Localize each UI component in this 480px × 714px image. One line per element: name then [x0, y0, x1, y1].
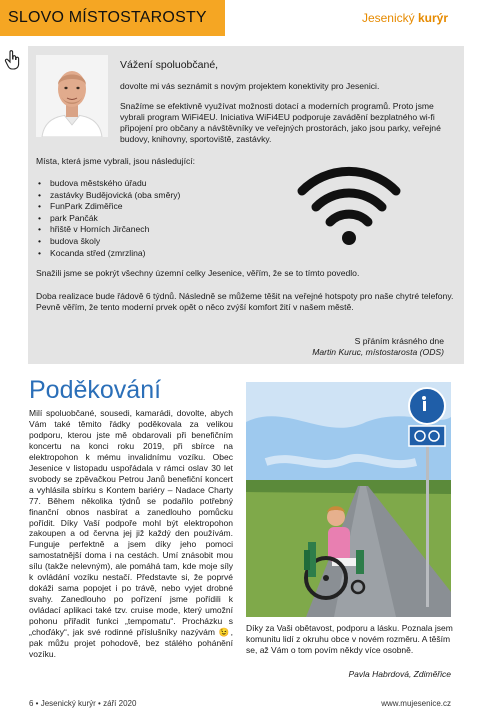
masthead-light: Jesenický	[361, 11, 418, 25]
hand-pointer-icon	[4, 50, 22, 70]
letter-paragraph-2: Snažili jsme se pokrýt všechny územní celky Jesenice, věřím, že se to tímto povedlo.	[36, 268, 360, 278]
wifi-icon	[296, 163, 402, 247]
footer-issue: 6 • Jesenický kurýr • září 2020	[29, 699, 137, 708]
portrait-image	[36, 55, 108, 137]
letter-paragraph-3: Doba realizace bude řádově 6 týdnů. Následně se můžeme těšit na veřejné hotspoty pro naše chytré telefony. Pevně věřím, že tento moderní prvek opět o něco zvýší komfort žití v našem městě.	[36, 291, 454, 312]
list-item: • zastávky Budějovická (oba směry)	[38, 190, 180, 202]
list-item: • hřiště v Horních Jirčanech	[38, 224, 180, 236]
author-portrait	[36, 55, 108, 137]
section-title: SLOVO MÍSTOSTAROSTY	[8, 9, 207, 26]
list-item: • FunPark Zdiměřice	[38, 201, 180, 213]
wheelchair-photo	[246, 382, 451, 617]
letter-sign-wish: S přáním krásného dne	[354, 336, 444, 346]
section-header	[0, 0, 225, 36]
masthead-bold: kurýr	[417, 11, 448, 25]
masthead-logo	[362, 11, 448, 25]
thanks-title: Poděkování	[29, 376, 162, 404]
list-item: • park Pančák	[38, 213, 180, 225]
places-list	[38, 178, 180, 259]
list-item: • Kocanda střed (zmrzlina)	[38, 248, 180, 260]
footer-website-link[interactable]: www.mujesenice.cz	[381, 699, 451, 708]
photo-caption: Díky za Vaši obětavost, podporu a lásku. Poznala jsem komunitu lidí z okruhu obce v novém rozměru. A těším se, až Vám o tom povím někdy více osobně.	[246, 623, 453, 655]
letter-sign-name: Martin Kuruc, místostarosta (ODS)	[312, 347, 444, 357]
letter-intro: dovolte mi vás seznámit s novým projektem konektivity pro Jesenici.	[120, 81, 380, 91]
letter-paragraph-1: Snažíme se efektivně využívat možnosti dotací a moderních programů. Proto jsme vybrali program WiFi4EU. Iniciativa WiFi4EU podporuje zavádění bezplatného wi-fi připojení pro občany a návštěvníky ve veřejných prostorách, jako jsou parky, veřejné budovy, knihovny, sportoviště, zastávky.	[120, 101, 441, 144]
list-item: • budova městského úřadu	[38, 178, 180, 190]
caption-signature: Pavla Habrdová, Zdiměřice	[348, 669, 451, 679]
letter-greeting: Vážení spoluobčané,	[120, 59, 219, 71]
thanks-body: Milí spoluobčané, sousedi, kamarádi, dovolte, abych Vám také těmito řádky poděkovala za velikou podporu, kterou jste mě obdarovali při benefičním koncertu na konci roku 2019, při sbírce na elektropohon k mému invalidnímu vozíku. Obec Jesenice v listopadu uspořádala v rámci oslav 30 let svobody se zpěvačkou Petrou Janů benefiční koncert a vyhlásila sbírku s Kontem bariéry – Nadace Charty 77. Během několika týdnů se podařilo potřebný finanční obnos nasbírat a zanedlouho pomůcku pořídit. Díky Vaší podpoře mohl být elektropohon zakoupen a od června jej již každý den používám. Funguje perfektně a jsem díky jeho pomoci samostatnější doma i na cestách. Umí znásobit mou sílu (takže nelevným), ale pomáhá tam, kde moje síly k ovládání vozíku nestačí. Představte si, že poprvé dokáži sama popojet i po trávě, nebo vyjet drobné svahy. Zanedlouho po pořízení jsme pořídili k ovládací aplikaci také tzv. cruise mode, který umožní pohonu přiřadit funkci „tempomatu“. Procházku s „choďáky“, jak své rodinné příslušníky nazývám 😉, pak můžu projet pohodově, bez stálého pohánění vozíku.	[29, 408, 233, 659]
photo-image	[246, 382, 451, 617]
list-item: • budova školy	[38, 236, 180, 248]
places-heading: Místa, která jsme vybrali, jsou následující:	[36, 156, 196, 166]
